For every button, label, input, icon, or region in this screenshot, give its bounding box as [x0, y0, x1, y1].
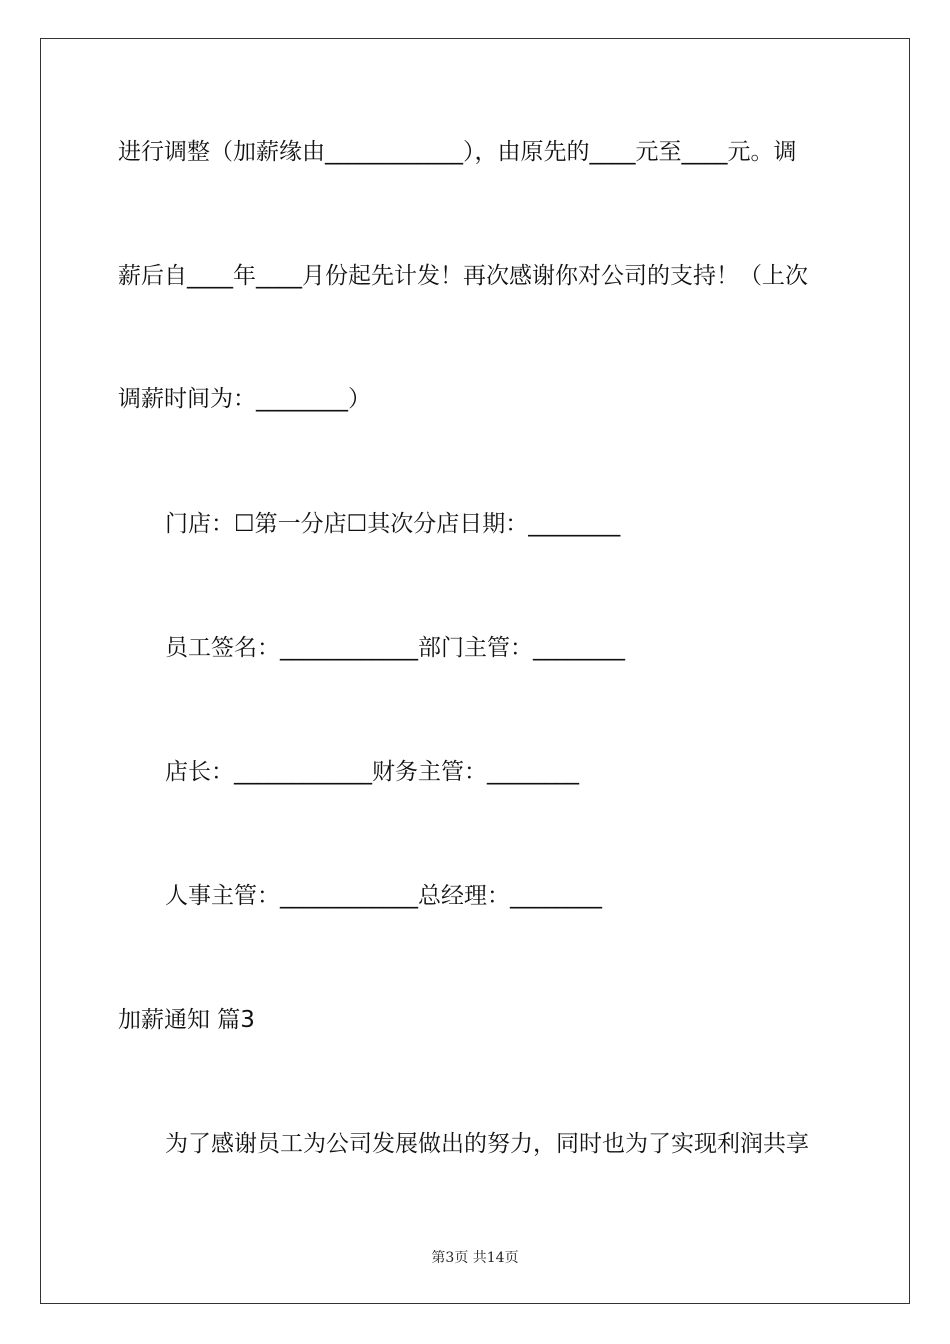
- signature-line-employee: 员工签名：____________部门主管：________: [165, 635, 625, 661]
- section-intro-line: 为了感谢员工为公司发展做出的努力，同时也为了实现利润共享: [165, 1131, 809, 1157]
- paragraph-line-1: 进行调整（加薪缘由____________），由原先的____元至____元。调: [118, 139, 797, 165]
- paragraph-line-2: 薪后自____年____月份起先计发！再次感谢你对公司的支持！（上次: [118, 263, 808, 289]
- page-footer: 第3页 共14页: [431, 1250, 519, 1266]
- page-border: [40, 38, 910, 1304]
- signature-line-manager: 店长：____________财务主管：________: [165, 759, 579, 785]
- section-heading: 加薪通知 篇3: [118, 1007, 255, 1033]
- store-date-line: 门店：☐第一分店☐其次分店日期：________: [165, 511, 621, 537]
- signature-line-hr: 人事主管：____________总经理：________: [165, 883, 602, 909]
- paragraph-line-3: 调薪时间为：________）: [118, 386, 371, 412]
